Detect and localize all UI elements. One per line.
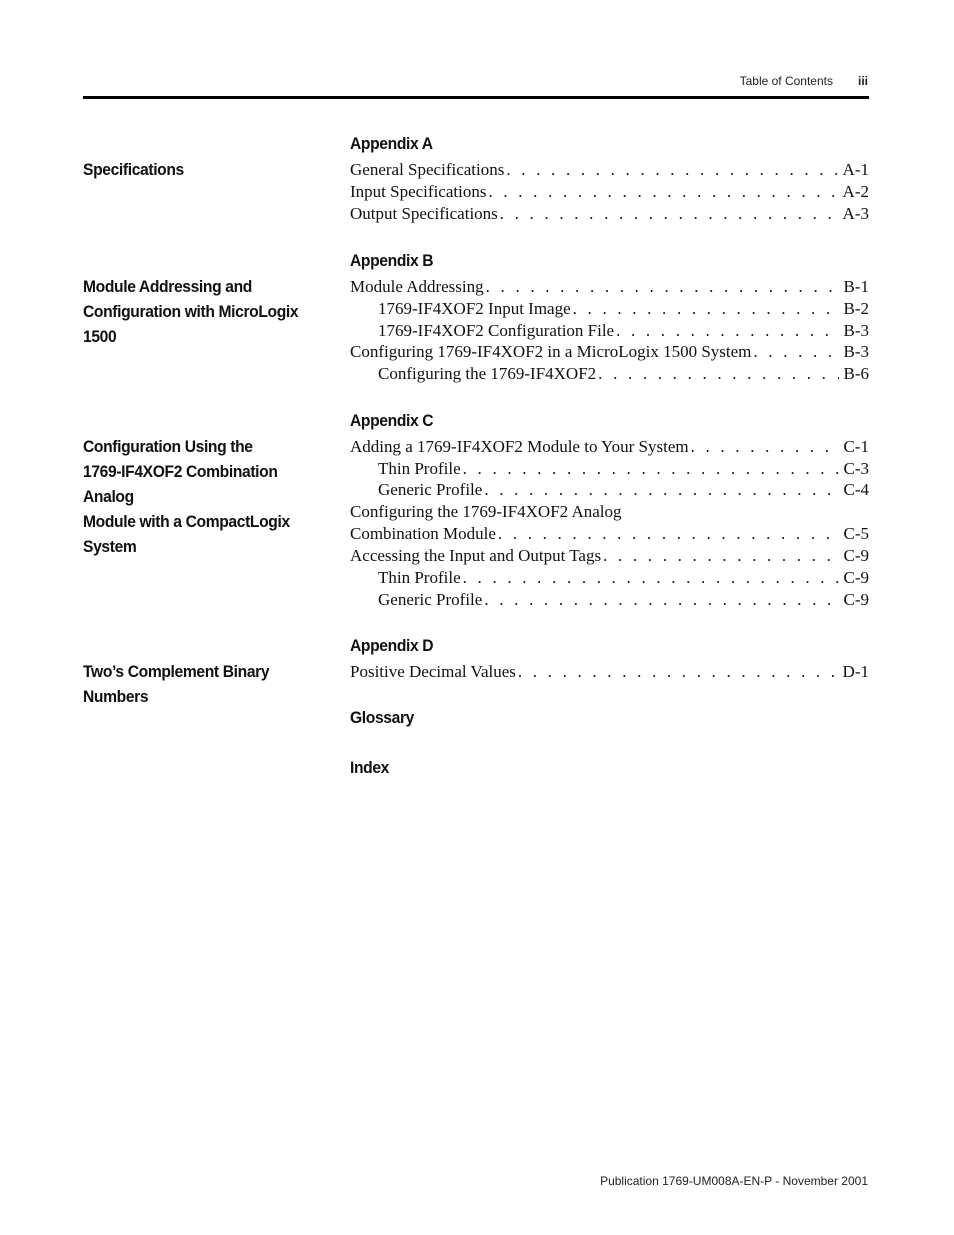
toc-entry[interactable] (350, 342, 869, 364)
dot-leader (691, 437, 839, 457)
toc-entry-page: C-9 (843, 546, 869, 565)
toc-entry-title: Accessing the Input and Output Tags (350, 546, 602, 565)
dot-leader (506, 160, 838, 180)
dot-leader (463, 459, 839, 479)
appendix-a-heading: Appendix A (350, 134, 433, 153)
page-header-section: Table of Contents (739, 74, 833, 88)
section-title-module-addressing: Module Addressing and Configuration with MicroLogix 1500 (83, 277, 299, 346)
toc-entry-title: Output Specifications (350, 204, 498, 223)
section-title-specifications: Specifications (83, 160, 184, 179)
toc-entry-page: B-2 (843, 299, 869, 318)
section-title-twos-complement: Two’s Complement Binary Numbers (83, 662, 270, 706)
dot-leader (753, 342, 839, 362)
toc-entry-page: C-9 (843, 568, 869, 587)
toc-entry[interactable] (350, 204, 869, 226)
toc-entry-page: B-3 (843, 342, 869, 361)
toc-entry-title: 1769-IF4XOF2 Configuration File (378, 321, 615, 340)
toc-entry-page: A-1 (842, 160, 869, 179)
dot-leader (500, 204, 839, 224)
index-heading[interactable]: Index (350, 758, 390, 777)
toc-entry-title: Input Specifications (350, 182, 487, 201)
toc-entry-page: A-3 (842, 204, 869, 223)
toc-entry-page: B-6 (843, 364, 869, 383)
toc-entry-page: C-1 (843, 437, 869, 456)
toc-entry[interactable] (378, 321, 869, 343)
toc-entry[interactable] (350, 524, 869, 546)
toc-entry-title: Generic Profile (378, 590, 483, 609)
toc-entry-title: Module Addressing (350, 277, 484, 296)
toc-entry[interactable] (350, 662, 869, 684)
toc-entry-page: B-3 (843, 321, 869, 340)
dot-leader (598, 364, 839, 384)
toc-entry[interactable] (378, 590, 869, 612)
toc-entry-title: Adding a 1769-IF4XOF2 Module to Your System (350, 437, 689, 456)
dot-leader (488, 182, 838, 202)
appendix-b-heading: Appendix B (350, 251, 434, 270)
publication-footer: Publication 1769-UM008A-EN-P - November 2001 (600, 1174, 868, 1188)
toc-entry[interactable] (350, 437, 869, 459)
toc-entry[interactable] (350, 182, 869, 204)
dot-leader (573, 299, 839, 319)
appendix-c-heading: Appendix C (350, 411, 434, 430)
dot-leader (463, 568, 839, 588)
dot-leader (486, 277, 839, 297)
toc-entry-title: Thin Profile (378, 459, 461, 478)
toc-entry[interactable] (378, 299, 869, 321)
dot-leader (603, 546, 839, 566)
toc-entry-title: Configuring 1769-IF4XOF2 in a MicroLogix 1500 System (350, 342, 752, 361)
toc-entry-title: Thin Profile (378, 568, 461, 587)
toc-entry-page: C-3 (843, 459, 869, 478)
toc-entry-title: Combination Module (350, 524, 496, 543)
toc-entry-title: Generic Profile (378, 480, 483, 499)
toc-entry[interactable] (378, 480, 869, 502)
toc-entry-page: C-4 (843, 480, 869, 499)
dot-leader (518, 662, 839, 682)
toc-entry-page: D-1 (842, 662, 869, 681)
page-number: iii (857, 74, 868, 88)
toc-entry[interactable] (378, 364, 869, 386)
section-title-configuration-compactlogix: Configuration Using the 1769-IF4XOF2 Combination Analog Module with a CompactLogix System (83, 437, 290, 556)
toc-entry-title: Configuring the 1769-IF4XOF2 (378, 364, 597, 383)
dot-leader (498, 524, 839, 544)
header-rule (83, 96, 869, 99)
toc-entry[interactable] (350, 277, 869, 299)
toc-entry-page: B-1 (843, 277, 869, 296)
toc-entry-page: A-2 (842, 182, 869, 201)
appendix-d-heading: Appendix D (350, 636, 434, 655)
toc-entry[interactable] (378, 459, 869, 481)
toc-entry-page: C-5 (843, 524, 869, 543)
toc-entry-title: 1769-IF4XOF2 Input Image (378, 299, 571, 318)
glossary-heading[interactable]: Glossary (350, 708, 415, 727)
toc-entry-page: C-9 (843, 590, 869, 609)
toc-entry[interactable] (378, 568, 869, 590)
toc-entry-title: General Specifications (350, 160, 505, 179)
dot-leader (484, 590, 839, 610)
toc-entry[interactable] (350, 546, 869, 568)
dot-leader (484, 480, 839, 500)
toc-entry-title: Positive Decimal Values (350, 662, 516, 681)
toc-entry[interactable] (350, 160, 869, 182)
dot-leader (616, 321, 839, 341)
toc-entry-continued-line[interactable]: Configuring the 1769-IF4XOF2 Analog (350, 502, 622, 521)
